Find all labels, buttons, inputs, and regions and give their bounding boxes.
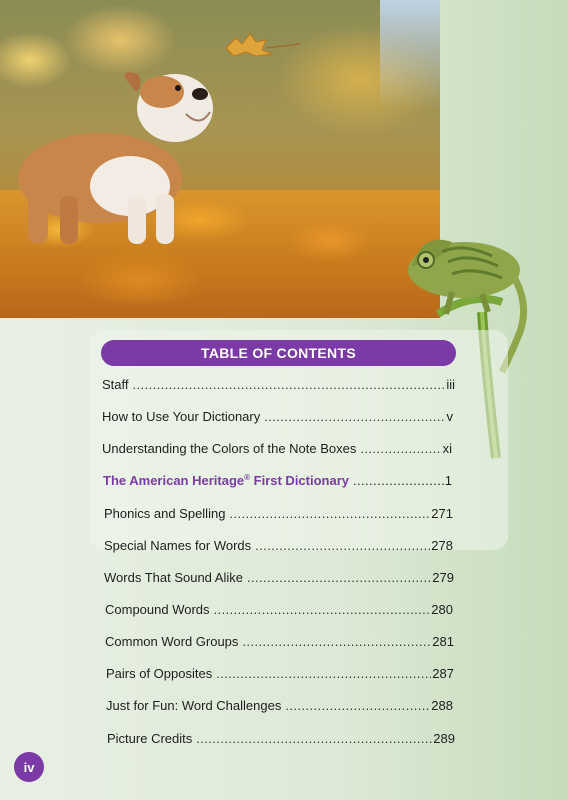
toc-entry-page: iii — [446, 377, 455, 392]
toc-leader-dots — [133, 377, 446, 392]
toc-entry-note-box-colors[interactable] — [102, 441, 452, 459]
toc-entry-how-to-use[interactable] — [102, 409, 453, 427]
toc-entry-phonics[interactable] — [104, 506, 453, 524]
toc-entry-label: Phonics and Spelling — [104, 506, 226, 521]
toc-entry-opposites[interactable] — [106, 666, 454, 684]
toc-entry-label: Words That Sound Alike — [104, 570, 243, 585]
toc-leader-dots — [242, 634, 431, 649]
toc-entry-page: 288 — [431, 698, 453, 713]
bulldog-autumn-photo — [0, 0, 440, 318]
toc-leader-dots — [196, 731, 432, 746]
toc-leader-dots — [360, 441, 441, 456]
toc-entry-label: Just for Fun: Word Challenges — [106, 698, 282, 713]
toc-entry-label-main: The American Heritage — [103, 473, 245, 488]
toc-entry-page: 280 — [431, 602, 453, 617]
photo-sky — [380, 0, 440, 110]
toc-leader-dots — [264, 409, 445, 424]
toc-entry-label-tail: First Dictionary — [250, 473, 349, 488]
toc-entry-label: Compound Words — [105, 602, 210, 617]
toc-leader-dots — [285, 698, 430, 713]
toc-entry-page: xi — [442, 441, 452, 456]
toc-entry-page: 279 — [432, 570, 454, 585]
toc-entry-staff[interactable] — [102, 377, 455, 395]
toc-leader-dots — [229, 506, 430, 521]
toc-entry-picture-credits[interactable] — [107, 731, 455, 749]
toc-entry-special-names[interactable] — [104, 538, 453, 556]
toc-entry-sound-alike[interactable] — [104, 570, 454, 588]
toc-leader-dots — [214, 602, 431, 617]
toc-entry-compound-words[interactable] — [105, 602, 453, 620]
toc-leader-dots — [247, 570, 431, 585]
toc-header: TABLE OF CONTENTS — [101, 340, 456, 366]
toc-entry-word-groups[interactable] — [105, 634, 454, 652]
toc-entry-label: Understanding the Colors of the Note Boxes — [102, 441, 357, 456]
toc-entry-label: How to Use Your Dictionary — [102, 409, 261, 424]
toc-entry-page: 271 — [431, 506, 453, 521]
bulldog-illustration — [10, 68, 220, 248]
toc-entry-label: Staff — [102, 377, 129, 392]
toc-entry-label: Common Word Groups — [105, 634, 239, 649]
toc-entry-page: v — [446, 409, 453, 424]
registered-mark: ® — [244, 473, 251, 482]
page-number-badge: iv — [14, 752, 44, 782]
toc-entry-label — [103, 473, 353, 488]
toc-leader-dots — [216, 666, 431, 681]
toc-entry-first-dictionary[interactable] — [103, 473, 452, 491]
toc-entry-page: 287 — [432, 666, 454, 681]
toc-entry-label: Pairs of Opposites — [106, 666, 213, 681]
toc-entry-word-challenges[interactable] — [106, 698, 453, 716]
toc-entry-page: 289 — [433, 731, 455, 746]
toc-entry-label: Picture Credits — [107, 731, 193, 746]
toc-entry-label: Special Names for Words — [104, 538, 252, 553]
toc-leader-dots — [353, 473, 444, 488]
falling-leaf-icon — [222, 30, 302, 60]
toc-entry-page: 278 — [431, 538, 453, 553]
toc-entry-page: 281 — [432, 634, 454, 649]
toc-leader-dots — [255, 538, 430, 553]
toc-entry-page: 1 — [444, 473, 452, 488]
